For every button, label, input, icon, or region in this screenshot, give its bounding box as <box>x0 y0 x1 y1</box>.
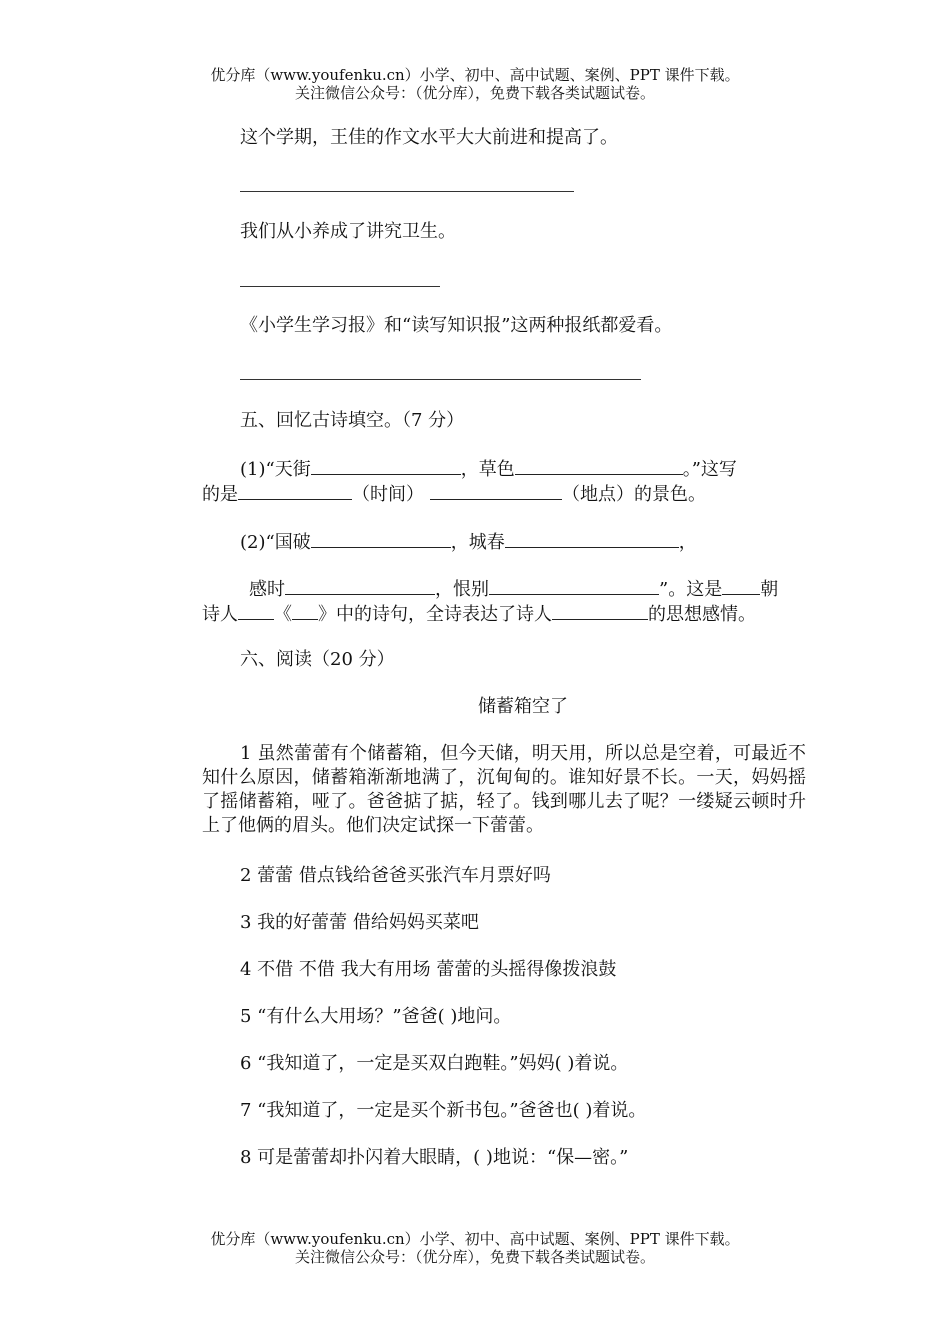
reading-line-2: 2 蕾蕾 借点钱给爸爸买张汽车月票好吗 <box>240 865 551 886</box>
header-line-1: 优分库（www.youfenku.cn）小学、初中、高中试题、案例、PPT 课件下载。 <box>210 66 740 84</box>
sentence-1: 这个学期，王佳的作文水平大大前进和提高了。 <box>240 127 618 148</box>
poem1-text-e: （时间） <box>352 484 424 505</box>
poem-question-2-line-1 <box>240 529 697 555</box>
blank <box>285 576 435 595</box>
poem2-text-e: ，恨别 <box>435 579 489 600</box>
blank <box>552 601 648 620</box>
reading-line-8: 8 可是蕾蕾却扑闪着大眼睛，( )地说：“保—密。” <box>240 1147 629 1168</box>
poem2-text-j: 》中的诗句，全诗表达了诗人 <box>318 604 552 625</box>
poem1-text-f: （地点）的景色。 <box>562 484 706 505</box>
poem2-text-i: 《 <box>274 604 292 625</box>
section-6-heading: 六、阅读（20 分） <box>240 649 395 670</box>
reading-line-6: 6 “我知道了，一定是买双白跑鞋。”妈妈( )着说。 <box>240 1053 629 1074</box>
answer-line-1 <box>240 191 574 192</box>
poem-question-1-line-1 <box>240 456 737 482</box>
poem2-text-h: 诗人 <box>202 604 238 625</box>
footer-line-1: 优分库（www.youfenku.cn）小学、初中、高中试题、案例、PPT 课件下载。 <box>210 1230 740 1248</box>
poem-question-1-line-2 <box>202 481 706 507</box>
blank <box>311 456 461 475</box>
blank <box>505 529 679 548</box>
blank <box>722 576 760 595</box>
page-footer <box>0 1230 950 1266</box>
page-header <box>0 66 950 102</box>
blank <box>515 456 683 475</box>
reading-paragraph-1: 1 虽然蕾蕾有个储蓄箱，但今天储，明天用，所以总是空着，可最近不知什么原因，储蓄箱渐渐地满了，沉甸甸的。谁知好景不长。一天，妈妈摇了摇储蓄箱，哑了。爸爸掂了掂，轻了。钱到哪儿去了呢？一缕疑云顿时升上了他俩的眉头。他们决定试探一下蕾蕾。 <box>202 743 806 836</box>
header-line-2: 关注微信公众号：（优分库），免费下载各类试题试卷。 <box>294 84 655 102</box>
blank <box>311 529 451 548</box>
reading-title: 储蓄箱空了 <box>478 696 568 717</box>
poem2-text-g: 朝 <box>760 579 779 600</box>
sentence-2: 我们从小养成了讲究卫生。 <box>240 221 456 242</box>
blank <box>430 481 562 500</box>
poem1-text-b: ，草色 <box>460 459 515 480</box>
footer-line-2: 关注微信公众号：（优分库），免费下载各类试题试卷。 <box>294 1248 655 1266</box>
answer-line-2 <box>240 286 440 287</box>
poem-question-2-line-2 <box>249 576 778 602</box>
poem1-text-d: 的是 <box>202 484 238 505</box>
blank <box>238 481 352 500</box>
blank <box>489 576 659 595</box>
reading-line-7: 7 “我知道了，一定是买个新书包。”爸爸也( )着说。 <box>240 1100 647 1121</box>
answer-line-3 <box>240 379 641 380</box>
poem2-text-c: ， <box>678 532 697 553</box>
sentence-3: 《小学生学习报》和“读写知识报”这两种报纸都爱看。 <box>240 315 673 336</box>
poem1-text-c: 。”这写 <box>682 459 737 480</box>
blank <box>238 601 274 620</box>
poem-question-2-line-3 <box>202 601 756 627</box>
poem2-text-d: 感时 <box>249 579 285 600</box>
poem2-text-b: ，城春 <box>450 532 505 553</box>
reading-line-5: 5 “有什么大用场？”爸爸( )地问。 <box>240 1006 512 1027</box>
poem2-text-k: 的思想感情。 <box>648 604 756 625</box>
reading-line-4: 4 不借 不借 我大有用场 蕾蕾的头摇得像拨浪鼓 <box>240 959 617 980</box>
reading-line-3: 3 我的好蕾蕾 借给妈妈买菜吧 <box>240 912 479 933</box>
blank <box>292 601 318 620</box>
poem2-text-a: (2)“国破 <box>240 532 311 553</box>
section-5-heading: 五、回忆古诗填空。（7 分） <box>240 410 465 431</box>
poem1-text-a: (1)“天街 <box>240 459 311 480</box>
poem2-text-f: ”。这是 <box>659 579 723 600</box>
